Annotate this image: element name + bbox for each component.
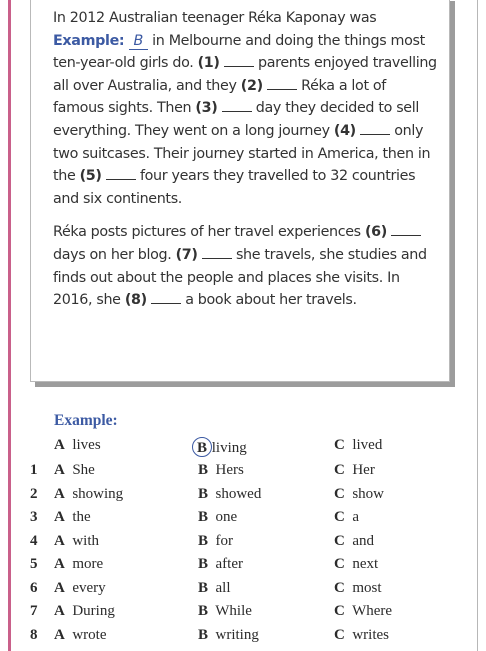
text-segment: In 2012 Australian teenager Réka Kaponay was (53, 10, 377, 26)
option-letter: B (198, 579, 209, 596)
option-letter: C (334, 485, 345, 502)
option-text: one (215, 509, 238, 525)
option-letter: C (334, 437, 345, 453)
text-segment: days on her blog. (53, 246, 176, 263)
option-a[interactable] (54, 533, 99, 550)
option-c[interactable] (334, 580, 382, 597)
option-text: every (72, 579, 106, 596)
option-letter: C (334, 579, 345, 596)
option-letter: B (198, 485, 209, 502)
text-segment: parents enjoyed travelling all over Australia, and they (53, 55, 437, 94)
option-c[interactable] (334, 509, 359, 526)
option-row-3 (0, 509, 486, 532)
option-letter: B (198, 627, 209, 643)
option-c[interactable] (334, 437, 382, 454)
option-c[interactable] (334, 533, 374, 550)
option-c[interactable] (334, 462, 375, 479)
text-segment: Réka a lot of famous sights. Then (53, 77, 386, 117)
option-row-4 (0, 533, 486, 556)
option-a[interactable] (54, 437, 101, 454)
option-text: a (352, 509, 360, 525)
option-letter: C (334, 627, 345, 643)
option-text: Where (352, 603, 393, 619)
gap-number-2: (2) (240, 77, 263, 94)
option-b[interactable] (198, 627, 259, 644)
option-letter: A (54, 485, 65, 502)
selected-circle: B (192, 437, 212, 457)
option-text: all (215, 579, 231, 596)
paragraph-1 (53, 7, 439, 210)
reading-text-box (30, 0, 450, 382)
text-segment: four years they travelled to 32 countries and six continents. (53, 168, 416, 207)
gap-number-1: (1) (197, 55, 220, 72)
option-text: most (352, 579, 382, 596)
option-text: She (72, 462, 95, 478)
option-row-8 (0, 627, 486, 650)
option-text: writes (352, 627, 390, 643)
option-letter: A (54, 437, 65, 453)
option-row-2 (0, 486, 486, 509)
option-text: with (72, 532, 100, 549)
option-c[interactable] (334, 556, 378, 573)
option-letter: A (54, 462, 65, 478)
option-a[interactable] (54, 603, 115, 620)
option-b[interactable] (198, 603, 252, 620)
gap-number-8: (8) (124, 292, 147, 309)
option-c[interactable] (334, 627, 389, 644)
option-text: During (72, 603, 115, 619)
question-number: 3 (30, 509, 38, 525)
options-example-heading: Example: (54, 412, 118, 429)
paragraph-2 (53, 221, 439, 311)
question-number: 1 (30, 462, 38, 478)
option-b[interactable] (198, 533, 233, 550)
option-row-6 (0, 580, 486, 603)
gap-number-4: (4) (333, 122, 356, 139)
gap-blank-4[interactable] (360, 122, 390, 135)
question-number: 4 (30, 532, 38, 549)
text-segment: in Melbourne and doing the things most ten-year-old girls do. (53, 32, 425, 72)
option-c[interactable] (334, 603, 392, 620)
option-text: the (72, 509, 91, 525)
question-number: 2 (30, 485, 38, 502)
gap-blank-1[interactable] (224, 54, 254, 67)
gap-number-3: (3) (195, 100, 218, 117)
option-letter: B (198, 532, 209, 549)
text-segment: she travels, she studies and finds out about the people and places she visits. In 2016, she (53, 246, 427, 309)
option-c[interactable] (334, 486, 384, 503)
option-letter: C (334, 532, 345, 549)
option-row-1 (0, 462, 486, 485)
gap-blank-6[interactable] (391, 223, 421, 236)
example-answer: B (129, 33, 148, 50)
option-b[interactable] (198, 509, 237, 526)
example-label: Example: (53, 32, 125, 49)
text-segment: Réka posts pictures of her travel experiences (53, 224, 365, 241)
option-text: Hers (215, 462, 244, 478)
text-segment: day they decided to sell everything. They went on a long journey (53, 100, 419, 139)
option-letter: C (334, 556, 345, 572)
option-a[interactable] (54, 486, 123, 503)
option-row-example (0, 437, 486, 460)
gap-number-6: (6) (364, 224, 387, 241)
gap-blank-5[interactable] (106, 167, 136, 180)
option-letter: B (198, 509, 209, 525)
option-b[interactable] (198, 580, 231, 597)
option-b[interactable] (198, 556, 243, 573)
option-letter: C (334, 509, 345, 525)
option-letter: C (334, 603, 345, 619)
option-b[interactable] (198, 486, 261, 503)
text-segment: only two suitcases. Their journey started in America, then in the (53, 122, 431, 185)
option-row-7 (0, 603, 486, 626)
text-segment: a book about her travels. (181, 292, 357, 309)
option-text: show (352, 485, 385, 502)
question-number: 5 (30, 556, 38, 572)
option-text: showed (215, 485, 262, 502)
option-text: and (352, 532, 375, 549)
option-letter: B (198, 556, 209, 572)
option-letter: A (54, 556, 65, 572)
option-text: after (215, 556, 243, 572)
option-row-5 (0, 556, 486, 579)
option-letter: A (54, 532, 65, 549)
option-b[interactable] (198, 462, 244, 479)
option-text: more (72, 556, 104, 572)
gap-blank-7[interactable] (202, 246, 232, 259)
option-letter: B (198, 462, 209, 478)
option-letter: C (334, 462, 345, 478)
gap-blank-3[interactable] (222, 99, 252, 112)
option-letter: A (54, 579, 65, 596)
option-text: lives (72, 437, 101, 453)
option-text: lived (352, 437, 383, 453)
gap-number-5: (5) (79, 168, 102, 185)
option-b-selected[interactable] (198, 437, 247, 457)
gap-blank-2[interactable] (267, 77, 297, 90)
option-text: showing (72, 485, 124, 502)
option-a[interactable] (54, 556, 103, 573)
option-text: living (211, 440, 247, 456)
question-number: 6 (30, 579, 38, 596)
option-letter: A (54, 603, 65, 619)
gap-number-7: (7) (175, 246, 198, 263)
option-text: Her (352, 462, 375, 478)
option-letter: B (198, 603, 209, 619)
option-a[interactable] (54, 580, 106, 597)
gap-blank-8[interactable] (151, 291, 181, 304)
option-a[interactable] (54, 509, 91, 526)
option-letter: A (54, 627, 65, 643)
option-letter: A (54, 509, 65, 525)
option-text: next (352, 556, 379, 572)
option-text: writing (215, 627, 259, 643)
question-number: 7 (30, 603, 38, 619)
option-a[interactable] (54, 627, 107, 644)
question-number: 8 (30, 627, 38, 643)
option-text: wrote (72, 627, 107, 643)
option-text: While (215, 603, 252, 619)
option-a[interactable] (54, 462, 95, 479)
option-text: for (215, 532, 234, 549)
